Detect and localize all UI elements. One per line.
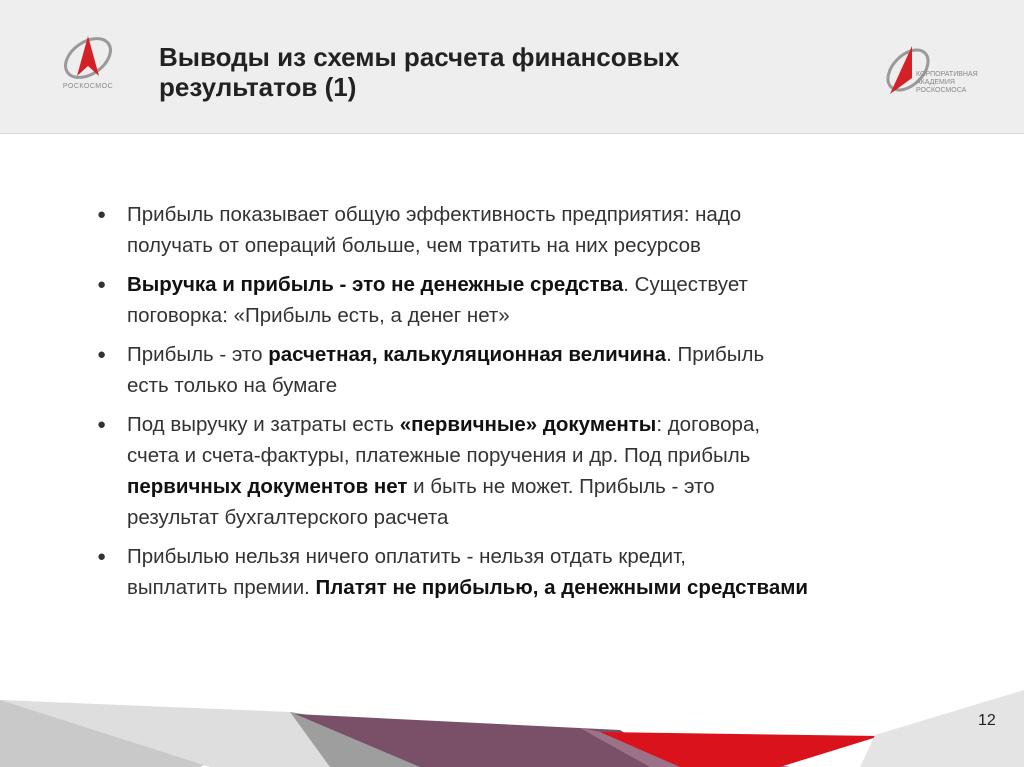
title-line-2: результатов (1) — [159, 72, 357, 102]
bullet-list — [95, 199, 955, 611]
bullet-item-3 — [95, 339, 955, 401]
bullet-4-pre: Под выручку и затраты есть — [127, 413, 400, 436]
bullet-4-post-1: : договора, — [656, 413, 761, 436]
bullet-dot-icon: ● — [97, 346, 107, 363]
bullet-dot-icon: ● — [97, 206, 107, 223]
bullet-2-line-2: поговорка: «Прибыль есть, а денег нет» — [127, 304, 510, 327]
bullet-1-line-1: Прибыль показывает общую эффективность предприятия: надо — [127, 203, 742, 226]
page-number: 12 — [978, 712, 996, 729]
bullet-4-line-4: результат бухгалтерского расчета — [127, 506, 449, 529]
bullet-dot-icon: ● — [97, 548, 107, 565]
right-logo-caption-line-3: РОСКОСМОСА — [916, 87, 967, 94]
bullet-2-rest: . Существует — [623, 273, 748, 296]
slide-title — [159, 42, 759, 102]
bullet-3-pre: Прибыль - это — [127, 343, 269, 366]
left-logo-caption: РОСКОСМОС — [62, 83, 114, 90]
right-logo-caption-line-1: КОРПОРАТИВНАЯ — [916, 71, 978, 78]
title-line-1: Выводы из схемы расчета финансовых — [159, 42, 680, 72]
bullet-dot-icon: ● — [97, 276, 107, 293]
bullet-1-line-2: получать от операций больше, чем тратить на них ресурсов — [127, 234, 701, 257]
bullet-5-pre: выплатить премии. — [127, 576, 316, 599]
bullet-2-bold: Выручка и прибыль - это не денежные средства — [127, 273, 624, 296]
bullet-3-line-2: есть только на бумаге — [127, 374, 338, 397]
bullet-4-bold-2: первичных документов нет — [127, 475, 408, 498]
bullet-item-4 — [95, 409, 955, 533]
bullet-4-post-2: и быть не может. Прибыль - это — [407, 475, 715, 498]
bullet-item-2 — [95, 269, 955, 331]
bullet-5-bold: Платят не прибылью, а денежными средствами — [315, 576, 809, 599]
bullet-5-line-1: Прибылью нельзя ничего оплатить - нельзя отдать кредит, — [127, 545, 686, 568]
bullet-dot-icon: ● — [97, 416, 107, 433]
bullet-4-bold-1: «первичные» документы — [399, 413, 657, 436]
right-logo-caption-line-2: АКАДЕМИЯ — [916, 79, 955, 86]
bullet-4-line-2: счета и счета-фактуры, платежные поручения и др. Под прибыль — [127, 444, 751, 467]
bullet-3-post: . Прибыль — [666, 343, 765, 366]
footer-decoration — [0, 640, 1024, 767]
right-logo-caption — [916, 71, 996, 95]
bullet-3-bold: расчетная, калькуляционная величина — [268, 343, 667, 366]
bullet-item-1 — [95, 199, 955, 261]
bullet-item-5 — [95, 541, 955, 603]
